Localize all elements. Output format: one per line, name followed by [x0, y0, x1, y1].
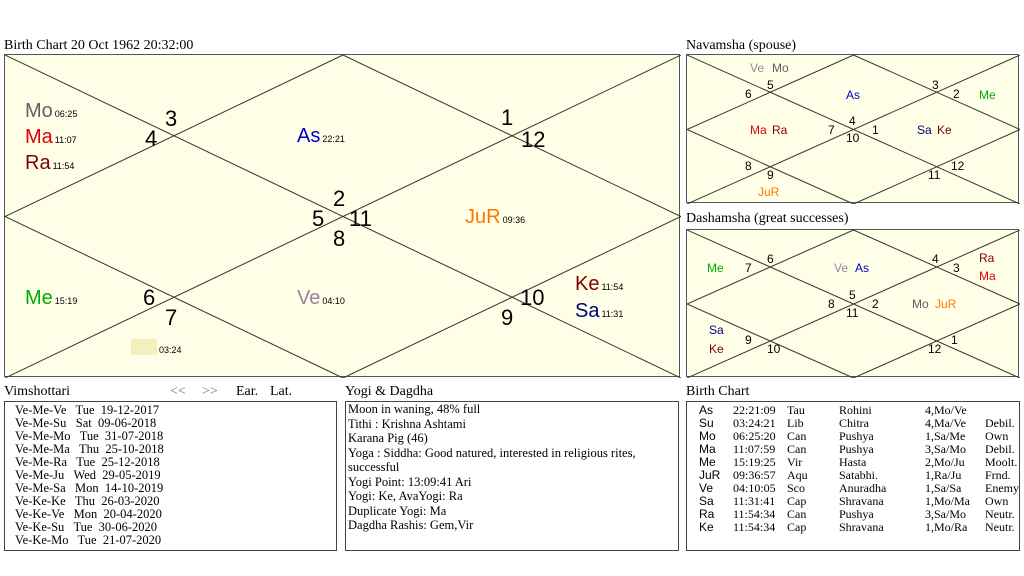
cell-nak: Hasta	[839, 455, 867, 469]
cell-sign: Can	[787, 442, 807, 456]
planet-ma: Ma 11:07	[25, 126, 77, 148]
house-number: 9	[767, 168, 774, 182]
cell-p: Sa	[699, 494, 714, 508]
cell-p: As	[699, 403, 714, 417]
house-number: 3	[953, 261, 960, 275]
svg-text:Me: Me	[707, 261, 724, 275]
list-item: Ve-Me-Ra Tue 25-12-2018	[15, 455, 160, 469]
cell-p: Su	[699, 416, 714, 430]
cell-sign: Can	[787, 429, 807, 443]
cell-deg: 11:31:41	[733, 494, 776, 508]
house-number: 5	[849, 288, 856, 302]
house-number: 3	[165, 106, 178, 131]
cell-p: JuR	[699, 468, 721, 482]
house-number: 4	[849, 114, 856, 128]
house-number: 1	[951, 333, 958, 347]
vimshottari-title: Vimshottari	[4, 384, 71, 399]
navamsha-chart[interactable]	[686, 54, 1019, 203]
svg-text:JuR: JuR	[935, 297, 957, 311]
list-item: Ve-Me-Sa Mon 14-10-2019	[15, 481, 164, 495]
cell-pada: 1,Mo/Ra	[925, 520, 968, 534]
yogi-line: Yoga : Siddha: Good natured, interested in religious rites, successful	[348, 445, 636, 474]
cell-nak: Pushya	[839, 429, 874, 443]
cell-p: Me	[699, 455, 716, 469]
birth-table	[686, 401, 1020, 551]
house-number: 2	[333, 186, 346, 211]
navamsha-title: Navamsha (spouse)	[686, 38, 797, 53]
house-number: 5	[312, 206, 325, 231]
yogi-line: Tithi : Krishna Ashtami	[348, 416, 466, 431]
cell-deg: 11:54:34	[733, 520, 776, 534]
yogi-line: Moon in waning, 48% full	[348, 402, 481, 416]
next-button[interactable]: >>	[202, 384, 218, 399]
cell-sign: Cap	[787, 520, 807, 534]
yogi-line: Yogi Point: 13:09:41 Ari	[348, 474, 472, 489]
prev-button[interactable]: <<	[170, 384, 186, 399]
house-number: 12	[521, 127, 546, 152]
cell-sign: Aqu	[787, 468, 808, 482]
cell-nak: Chitra	[839, 416, 869, 430]
svg-text:As: As	[855, 261, 870, 275]
cell-p: Ma	[699, 442, 716, 456]
cell-pada: 3,Sa/Mo	[925, 442, 967, 456]
svg-text:Me: Me	[979, 88, 996, 102]
cell-dig: Neutr.	[985, 520, 1015, 534]
cell-deg: 15:19:25	[733, 455, 776, 469]
list-item: Ve-Me-Mo Tue 31-07-2018	[15, 429, 164, 443]
svg-text:Mo: Mo	[912, 297, 929, 311]
house-number: 12	[951, 159, 965, 173]
dashamsha-title: Dashamsha (great successes)	[686, 211, 849, 226]
cell-dig: Debil.	[985, 442, 1015, 456]
house-number: 6	[143, 285, 156, 310]
cell-sign: Vir	[787, 455, 803, 469]
cell-deg: 09:36:57	[733, 468, 776, 482]
cell-pada: 3,Sa/Mo	[925, 507, 967, 521]
planet-ve: Ve 04:10	[297, 287, 345, 309]
svg-text:Ma: Ma	[750, 123, 767, 137]
house-number: 6	[745, 87, 752, 101]
cell-sign: Sco	[787, 481, 805, 495]
svg-text:Ve: Ve	[834, 261, 849, 275]
house-number: 11	[928, 168, 941, 182]
cell-dig: Own	[985, 494, 1009, 508]
house-number: 8	[333, 226, 346, 251]
house-number: 11	[846, 306, 859, 320]
svg-text:Sa: Sa	[917, 123, 932, 137]
yogi-line: Dagdha Rashis: Gem,Vir	[348, 518, 474, 532]
cell-dig: Neutr.	[985, 507, 1015, 521]
cell-dig: Moolt.	[985, 455, 1018, 469]
cell-deg: 22:21:09	[733, 403, 776, 417]
list-item: Ve-Me-Ju Wed 29-05-2019	[15, 468, 161, 482]
svg-text:Ra: Ra	[772, 123, 788, 137]
list-item: Ve-Ke-Ke Thu 26-03-2020	[15, 494, 160, 508]
cell-p: Ve	[699, 481, 714, 495]
svg-text:Sa: Sa	[709, 323, 724, 337]
planet-ra: Ra 11:54	[25, 152, 75, 174]
planet-jur: JuR 09:36	[465, 206, 526, 228]
cell-sign: Lib	[787, 416, 804, 430]
house-number: 7	[165, 305, 178, 330]
list-item: Ve-Ke-Su Tue 30-06-2020	[15, 520, 158, 534]
yogi-line: Yogi: Ke, AvaYogi: Ra	[348, 489, 463, 503]
birth-chart-diagram	[5, 55, 681, 378]
cell-dig: Debil.	[985, 416, 1015, 430]
house-number: 11	[349, 206, 372, 231]
house-number: 9	[501, 305, 514, 330]
house-number: 10	[520, 285, 545, 310]
list-item: Ve-Me-Ve Tue 19-12-2017	[15, 403, 160, 417]
planet-sa: Sa 11:31	[575, 300, 624, 322]
cell-deg: 11:07:59	[733, 442, 776, 456]
svg-text:Mo: Mo	[772, 61, 789, 75]
cell-dig: Enemy	[985, 481, 1019, 495]
cell-deg: 04:10:05	[733, 481, 776, 495]
house-number: 2	[872, 297, 879, 311]
svg-text:Ke: Ke	[937, 123, 952, 137]
cell-nak: Shravana	[839, 520, 884, 534]
cell-nak: Pushya	[839, 507, 874, 521]
cell-sign: Cap	[787, 494, 807, 508]
cell-dig: Own	[985, 429, 1009, 443]
house-number: 9	[745, 333, 752, 347]
svg-text:As: As	[846, 88, 861, 102]
cell-nak: Pushya	[839, 442, 874, 456]
cell-pada: 4,Mo/Ve	[925, 403, 967, 417]
list-item: Ve-Me-Ma Thu 25-10-2018	[15, 442, 164, 456]
birth-chart[interactable]	[4, 54, 680, 377]
svg-text:Ma: Ma	[979, 269, 996, 283]
cell-pada: 4,Ma/Ve	[925, 416, 966, 430]
cell-p: Ra	[699, 507, 715, 521]
later-button[interactable]: Lat.	[270, 384, 293, 399]
house-number: 4	[932, 252, 939, 266]
house-number: 2	[953, 87, 960, 101]
yogi-title: Yogi & Dagdha	[345, 384, 434, 399]
list-item: Ve-Ke-Ve Mon 20-04-2020	[15, 507, 162, 521]
house-number: 3	[932, 78, 939, 92]
house-number: 1	[872, 123, 879, 137]
planet-ke: Ke 11:54	[575, 273, 624, 295]
cell-pada: 1,Sa/Me	[925, 429, 966, 443]
birth-chart-title: Birth Chart 20 Oct 1962 20:32:00	[4, 38, 194, 53]
house-number: 7	[745, 261, 752, 275]
cell-pada: 1,Mo/Ma	[925, 494, 970, 508]
house-number: 8	[745, 159, 752, 173]
cell-pada: 1,Ra/Ju	[925, 468, 962, 482]
cell-deg: 11:54:34	[733, 507, 776, 521]
cell-nak: Rohini	[839, 403, 872, 417]
cell-nak: Shravana	[839, 494, 884, 508]
cell-sign: Can	[787, 507, 807, 521]
svg-text:JuR: JuR	[758, 185, 780, 199]
svg-text:Ra: Ra	[979, 251, 995, 265]
house-number: 8	[828, 297, 835, 311]
dashamsha-chart[interactable]	[686, 229, 1019, 377]
cell-pada: 1,Sa/Sa	[925, 481, 962, 495]
birth-table-title: Birth Chart	[686, 384, 750, 399]
house-number: 10	[846, 131, 860, 145]
cell-nak: Satabhi.	[839, 468, 878, 482]
yogi-panel	[345, 401, 679, 551]
house-number: 1	[501, 105, 514, 130]
house-number: 5	[767, 78, 774, 92]
cell-nak: Anuradha	[839, 481, 887, 495]
cell-p: Mo	[699, 429, 716, 443]
earlier-button[interactable]: Ear.	[236, 384, 259, 399]
house-number: 10	[767, 342, 781, 356]
house-number: 12	[928, 342, 942, 356]
yogi-line: Duplicate Yogi: Ma	[348, 503, 447, 518]
list-item: Ve-Ke-Mo Tue 21-07-2020	[15, 533, 162, 547]
cell-p: Ke	[699, 520, 714, 534]
planet-me: Me 15:19	[25, 287, 78, 309]
cell-dig: Frnd.	[985, 468, 1011, 482]
cell-deg: 03:24:21	[733, 416, 776, 430]
planet-su-degree: 03:24	[159, 345, 182, 355]
svg-text:Ke: Ke	[709, 342, 724, 356]
dashamsha-diagram	[687, 230, 1020, 378]
planet-mo: Mo 06:25	[25, 100, 78, 122]
planet-as: As 22:21	[297, 125, 345, 147]
planet-su-faded	[131, 339, 157, 355]
vimshottari-list[interactable]	[4, 401, 337, 551]
cell-sign: Tau	[787, 403, 805, 417]
list-item: Ve-Me-Su Sat 09-06-2018	[15, 416, 157, 430]
house-number: 4	[145, 126, 158, 151]
svg-text:Ve: Ve	[750, 61, 765, 75]
yogi-line: Karana Pig (46)	[348, 431, 428, 445]
navamsha-diagram	[687, 55, 1020, 204]
house-number: 6	[767, 252, 774, 266]
cell-pada: 2,Mo/Ju	[925, 455, 965, 469]
house-number: 7	[828, 123, 835, 137]
cell-deg: 06:25:20	[733, 429, 776, 443]
